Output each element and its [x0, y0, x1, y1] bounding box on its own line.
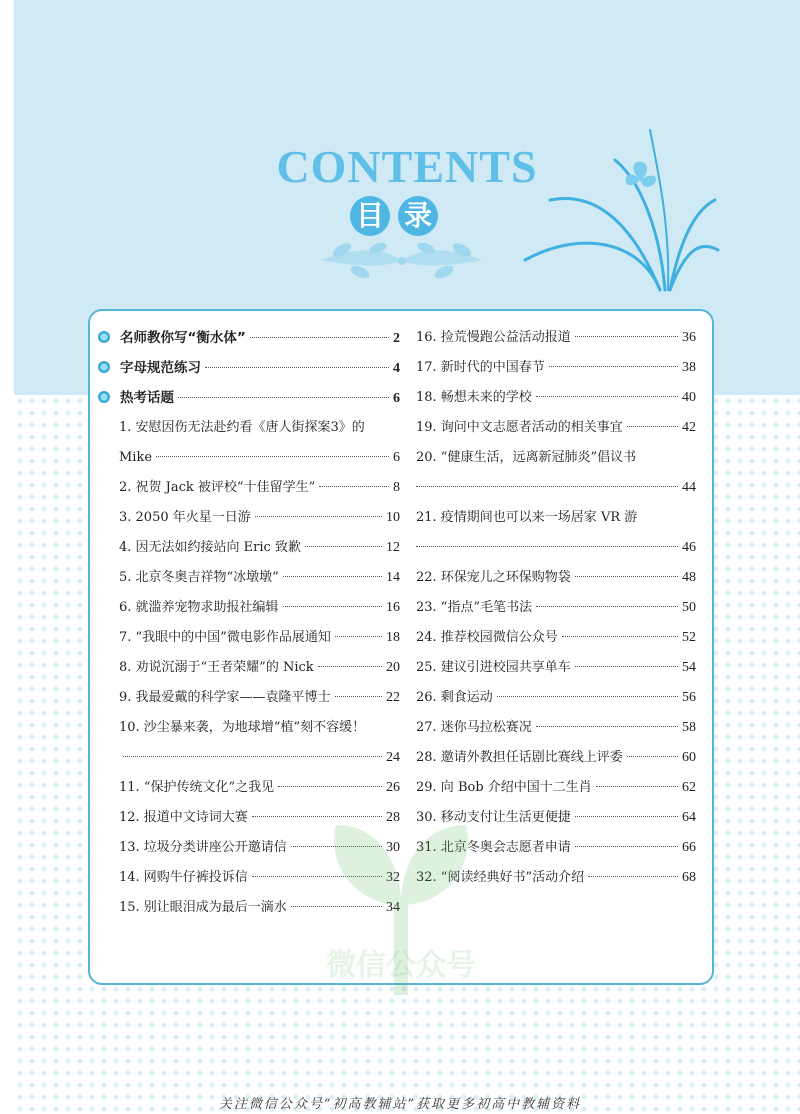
toc-title: 4. 因无法如约接站向 Eric 致歉 — [119, 540, 301, 555]
toc-entry[interactable] — [416, 623, 696, 653]
toc-title: 22. 环保宠儿之环保购物袋 — [416, 570, 571, 585]
bullet-icon — [98, 331, 110, 343]
toc-entry[interactable] — [416, 743, 696, 773]
toc-entry[interactable] — [98, 743, 400, 773]
dot-leader — [319, 486, 389, 487]
toc-title: 3. 2050 年火星一日游 — [119, 510, 251, 525]
title-char-2: 录 — [398, 196, 438, 236]
toc-title: 32. “阅读经典好书”活动介绍 — [416, 870, 585, 885]
toc-page-number: 6 — [393, 450, 400, 465]
toc-page-number: 2 — [393, 331, 400, 346]
dot-leader — [588, 876, 678, 877]
toc-section[interactable] — [98, 353, 400, 383]
toc-title: 17. 新时代的中国春节 — [416, 360, 545, 375]
toc-title: 13. 垃圾分类讲座公开邀请信 — [119, 840, 287, 855]
dot-leader — [627, 756, 678, 757]
dot-leader — [205, 367, 389, 368]
toc-page-number: 56 — [682, 690, 696, 705]
toc-page-number: 68 — [682, 870, 696, 885]
toc-title: 9. 我最爱戴的科学家——袁隆平博士 — [119, 690, 331, 705]
toc-title: Mike — [119, 450, 153, 465]
toc-title: 15. 别让眼泪成为最后一滴水 — [119, 900, 287, 915]
dot-leader — [575, 666, 678, 667]
toc-title: 31. 北京冬奥会志愿者申请 — [416, 840, 571, 855]
toc-page-number: 36 — [682, 330, 696, 345]
toc-page-number: 34 — [386, 900, 400, 915]
bullet-icon — [98, 391, 110, 403]
toc-entry[interactable] — [98, 533, 400, 563]
toc-page-number: 24 — [386, 750, 400, 765]
dot-leader — [536, 606, 678, 607]
dot-leader — [252, 876, 382, 877]
toc-entry[interactable] — [416, 833, 696, 863]
toc-page-number: 22 — [386, 690, 400, 705]
title-char-1: 目 — [350, 196, 390, 236]
bullet-icon — [98, 361, 110, 373]
toc-page-number: 54 — [682, 660, 696, 675]
toc-page-number: 30 — [386, 840, 400, 855]
toc-page-number: 46 — [682, 540, 696, 555]
leaf-ornament-icon — [312, 236, 492, 286]
toc-title: 2. 祝贺 Jack 被评校“十佳留学生” — [119, 480, 316, 495]
dot-leader — [291, 906, 382, 907]
watermark-text: 微信公众号 — [326, 948, 476, 983]
toc-entry[interactable] — [416, 593, 696, 623]
toc-title: 8. 劝说沉溺于“王者荣耀”的 Nick — [119, 660, 314, 675]
toc-entry[interactable] — [416, 773, 696, 803]
toc-entry[interactable] — [416, 533, 696, 563]
toc-entry[interactable] — [98, 653, 400, 683]
toc-title: 1. 安慰因伤无法赴约看《唐人街探案3》的 — [119, 420, 365, 435]
dot-leader — [416, 546, 678, 547]
toc-page-number: 14 — [386, 570, 400, 585]
toc-title: 24. 推荐校园微信公众号 — [416, 630, 558, 645]
dot-leader — [596, 786, 678, 787]
dot-leader — [536, 726, 678, 727]
toc-page-number: 44 — [682, 480, 696, 495]
toc-entry[interactable] — [416, 383, 696, 413]
dot-leader — [549, 366, 678, 367]
footer-note: 关注微信公众号“初高教辅站”获取更多初高中教辅资料 — [218, 1097, 582, 1112]
dot-leader — [335, 636, 382, 637]
dot-leader — [575, 576, 678, 577]
toc-title: 10. 沙尘暴来袭，为地球增“植”刻不容缓！ — [119, 720, 366, 735]
dot-leader — [575, 846, 678, 847]
toc-entry[interactable] — [98, 803, 400, 833]
toc-section[interactable] — [98, 323, 400, 353]
toc-entry[interactable] — [98, 713, 400, 743]
toc-title: 26. 剩食运动 — [416, 690, 493, 705]
toc-right-column — [416, 323, 696, 893]
dot-leader — [156, 456, 389, 457]
toc-entry[interactable] — [416, 803, 696, 833]
toc-page-number: 10 — [386, 510, 400, 525]
toc-entry[interactable] — [98, 683, 400, 713]
toc-entry[interactable] — [98, 833, 400, 863]
toc-page-number: 18 — [386, 630, 400, 645]
dot-leader — [255, 516, 382, 517]
toc-title: 21. 疫情期间也可以来一场居家 VR 游 — [416, 510, 638, 525]
dot-leader — [536, 396, 678, 397]
toc-title: 11. “保护传统文化”之我见 — [119, 780, 275, 795]
toc-title: 27. 迷你马拉松赛况 — [416, 720, 532, 735]
toc-page-number: 50 — [682, 600, 696, 615]
toc-page-number: 66 — [682, 840, 696, 855]
toc-entry[interactable] — [416, 353, 696, 383]
toc-entry[interactable] — [98, 563, 400, 593]
chinese-title — [350, 196, 438, 236]
toc-page-number: 60 — [682, 750, 696, 765]
contents-card — [88, 309, 714, 985]
dot-leader — [416, 486, 678, 487]
toc-page-number: 32 — [386, 870, 400, 885]
toc-entry[interactable] — [98, 413, 400, 443]
toc-title: 23. “指点”毛笔书法 — [416, 600, 533, 615]
dot-leader — [575, 336, 678, 337]
toc-page-number: 38 — [682, 360, 696, 375]
toc-entry[interactable] — [416, 863, 696, 893]
dot-leader — [497, 696, 678, 697]
toc-page-number: 64 — [682, 810, 696, 825]
toc-entry[interactable] — [98, 503, 400, 533]
dot-leader — [318, 666, 382, 667]
toc-entry[interactable] — [416, 323, 696, 353]
toc-page-number: 62 — [682, 780, 696, 795]
toc-title: 28. 邀请外教担任话剧比赛线上评委 — [416, 750, 623, 765]
toc-title: 19. 询问中文志愿者活动的相关事宜 — [416, 420, 623, 435]
toc-page-number: 4 — [393, 361, 400, 376]
toc-page-number: 8 — [393, 480, 400, 495]
toc-page-number: 40 — [682, 390, 696, 405]
toc-title: 16. 捡荒慢跑公益活动报道 — [416, 330, 571, 345]
toc-title: 名师教你写“衡水体” — [120, 330, 246, 346]
toc-title: 热考话题 — [120, 390, 174, 406]
toc-title: 6. 就滥养宠物求助报社编辑 — [119, 600, 279, 615]
toc-entry[interactable] — [416, 563, 696, 593]
toc-page-number: 12 — [386, 540, 400, 555]
toc-entry[interactable] — [98, 893, 400, 923]
dot-leader — [291, 846, 382, 847]
toc-entry[interactable] — [416, 653, 696, 683]
dot-leader — [562, 636, 678, 637]
toc-title: 5. 北京冬奥吉祥物“冰墩墩” — [119, 570, 279, 585]
contents-title: CONTENTS — [276, 141, 538, 192]
toc-left-column — [98, 323, 400, 923]
toc-page-number: 58 — [682, 720, 696, 735]
toc-title: 字母规范练习 — [120, 360, 201, 376]
toc-entry[interactable] — [416, 503, 696, 533]
orchid-plant-icon — [520, 120, 720, 310]
toc-title: 25. 建议引进校园共享单车 — [416, 660, 571, 675]
toc-page-number: 28 — [386, 810, 400, 825]
dot-leader — [283, 576, 382, 577]
toc-section[interactable] — [98, 383, 400, 413]
dot-leader — [305, 546, 382, 547]
toc-page-number: 52 — [682, 630, 696, 645]
dot-leader — [278, 786, 382, 787]
dot-leader — [250, 337, 389, 338]
dot-leader — [627, 426, 678, 427]
toc-page-number: 42 — [682, 420, 696, 435]
toc-title: 18. 畅想未来的学校 — [416, 390, 532, 405]
dot-leader — [335, 696, 382, 697]
toc-entry[interactable] — [98, 443, 400, 473]
toc-page-number: 6 — [393, 391, 400, 406]
toc-entry[interactable] — [98, 473, 400, 503]
toc-entry[interactable] — [98, 863, 400, 893]
toc-entry[interactable] — [98, 773, 400, 803]
toc-entry[interactable] — [416, 683, 696, 713]
toc-title: 14. 网购牛仔裤投诉信 — [119, 870, 248, 885]
toc-entry[interactable] — [416, 713, 696, 743]
toc-page-number: 16 — [386, 600, 400, 615]
dot-leader — [252, 816, 382, 817]
toc-entry[interactable] — [98, 593, 400, 623]
dot-leader — [123, 756, 382, 757]
toc-title: 20. “健康生活，远离新冠肺炎”倡议书 — [416, 450, 637, 465]
toc-page-number: 26 — [386, 780, 400, 795]
toc-title: 30. 移动支付让生活更便捷 — [416, 810, 571, 825]
toc-page-number: 48 — [682, 570, 696, 585]
toc-entry[interactable] — [416, 443, 696, 473]
toc-entry[interactable] — [98, 623, 400, 653]
toc-title: 12. 报道中文诗词大赛 — [119, 810, 248, 825]
toc-title: 7. “我眼中的中国”微电影作品展通知 — [119, 630, 331, 645]
dot-leader — [178, 397, 389, 398]
dot-leader — [575, 816, 678, 817]
dot-leader — [283, 606, 382, 607]
toc-entry[interactable] — [416, 413, 696, 443]
toc-page-number: 20 — [386, 660, 400, 675]
toc-title: 29. 向 Bob 介绍中国十二生肖 — [416, 780, 592, 795]
toc-entry[interactable] — [416, 473, 696, 503]
